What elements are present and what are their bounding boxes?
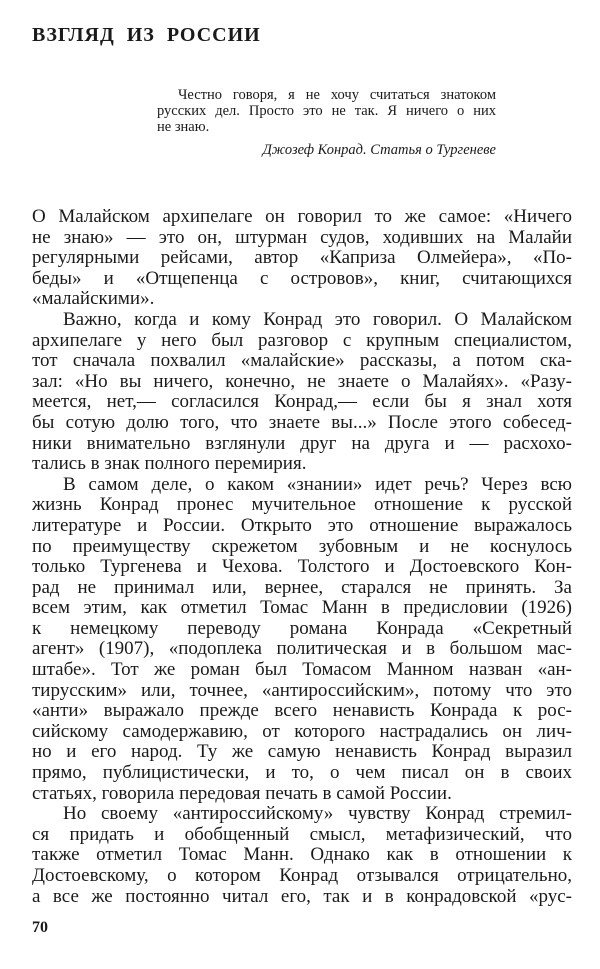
body-line: «малайскими». bbox=[32, 288, 155, 310]
body-line: ся придать и обобщенный смысл, метафизический, что bbox=[32, 823, 572, 845]
body-line: В самом деле, о каком «знании» идет речь? Через всю bbox=[63, 473, 572, 495]
body-line: также отметил Томас Манн. Однако как в отношении к bbox=[32, 844, 572, 866]
body-line: сийскому самодержавию, от которого настрадались он лич- bbox=[32, 720, 572, 742]
body-line: зал: «Но вы ничего, конечно, не знаете о Малайях». «Разу- bbox=[32, 370, 572, 392]
body-line: жизнь Конрад пронес мучительное отношение к русской bbox=[32, 494, 572, 516]
body-line: ники внимательно взглянули друг на друга и — расхохо- bbox=[32, 432, 572, 454]
body-line: Но своему «антироссийскому» чувству Конрад стремил- bbox=[63, 803, 572, 825]
body-line: тот сначала похвалил «малайские» рассказы, а потом ска- bbox=[32, 350, 572, 372]
body-line: а все же постоянно читал его, так и в конрадовской «рус- bbox=[32, 885, 572, 907]
body-line: беды» и «Отщепенца с островов», книг, считающихся bbox=[32, 267, 572, 289]
body-line: к немецкому переводу романа Конрада «Секретный bbox=[32, 617, 572, 639]
body-line: архипелаге у него был разговор с крупным специалистом, bbox=[32, 329, 572, 351]
body-line: литературе и России. Открыто это отношение выражалось bbox=[32, 514, 572, 536]
body-text bbox=[32, 207, 572, 907]
body-line: всем этим, как отметил Томас Манн в предисловии (1926) bbox=[32, 597, 572, 619]
body-line: штабе». Тот же роман был Томасом Манном назван «ан- bbox=[32, 659, 572, 681]
body-line: регулярными рейсами, автор «Каприза Олмейера», «По- bbox=[32, 247, 572, 269]
page-number: 70 bbox=[32, 919, 48, 936]
body-line: бы сотую долю того, что знаете вы...» После этого собесед- bbox=[32, 411, 572, 433]
epigraph bbox=[157, 87, 496, 135]
body-line: Важно, когда и кому Конрад это говорил. О Малайском bbox=[63, 308, 572, 330]
epigraph-line: русских дел. Просто это не так. Я ничего о них bbox=[157, 103, 496, 119]
body-line: меется, нет,— согласился Конрад,— если бы я знал хотя bbox=[32, 391, 572, 413]
body-line: статьях, говорила передовая печать в самой России. bbox=[32, 782, 452, 804]
epigraph-line: не знаю. bbox=[157, 119, 210, 135]
body-line: О Малайском архипелаге он говорил то же самое: «Ничего bbox=[32, 206, 572, 227]
body-line: «анти» выражало прежде всего ненависть Конрада к рос- bbox=[32, 700, 572, 722]
epigraph-line: Честно говоря, я не хочу считаться знатоком bbox=[178, 87, 496, 103]
body-line: по преимуществу скрежетом зубовным и не коснулось bbox=[32, 535, 572, 557]
epigraph-attribution: Джозеф Конрад. Статья о Тургеневе bbox=[262, 142, 496, 158]
body-line: тались в знак полного перемирия. bbox=[32, 453, 307, 475]
body-line: только Тургенева и Чехова. Толстого и Достоевского Кон- bbox=[32, 556, 572, 578]
chapter-heading: ВЗГЛЯД ИЗ РОССИИ bbox=[32, 24, 261, 46]
body-line: рад не принимал или, вернее, старался не принять. За bbox=[32, 576, 572, 598]
body-line: но и его народ. Ту же самую ненависть Конрад выразил bbox=[32, 741, 572, 763]
body-line: агент» (1907), «подоплека политическая и в большом мас- bbox=[32, 638, 572, 660]
body-line: прямо, публицистически, и то, о чем писал он в своих bbox=[32, 762, 572, 784]
body-line: Достоевскому, о котором Конрад отзывался отрицательно, bbox=[32, 865, 572, 886]
body-line: тирусским» или, точнее, «антироссийским», потому что это bbox=[32, 679, 572, 701]
body-line: не знаю» — это он, штурман судов, ходивших на Малайи bbox=[32, 226, 572, 248]
